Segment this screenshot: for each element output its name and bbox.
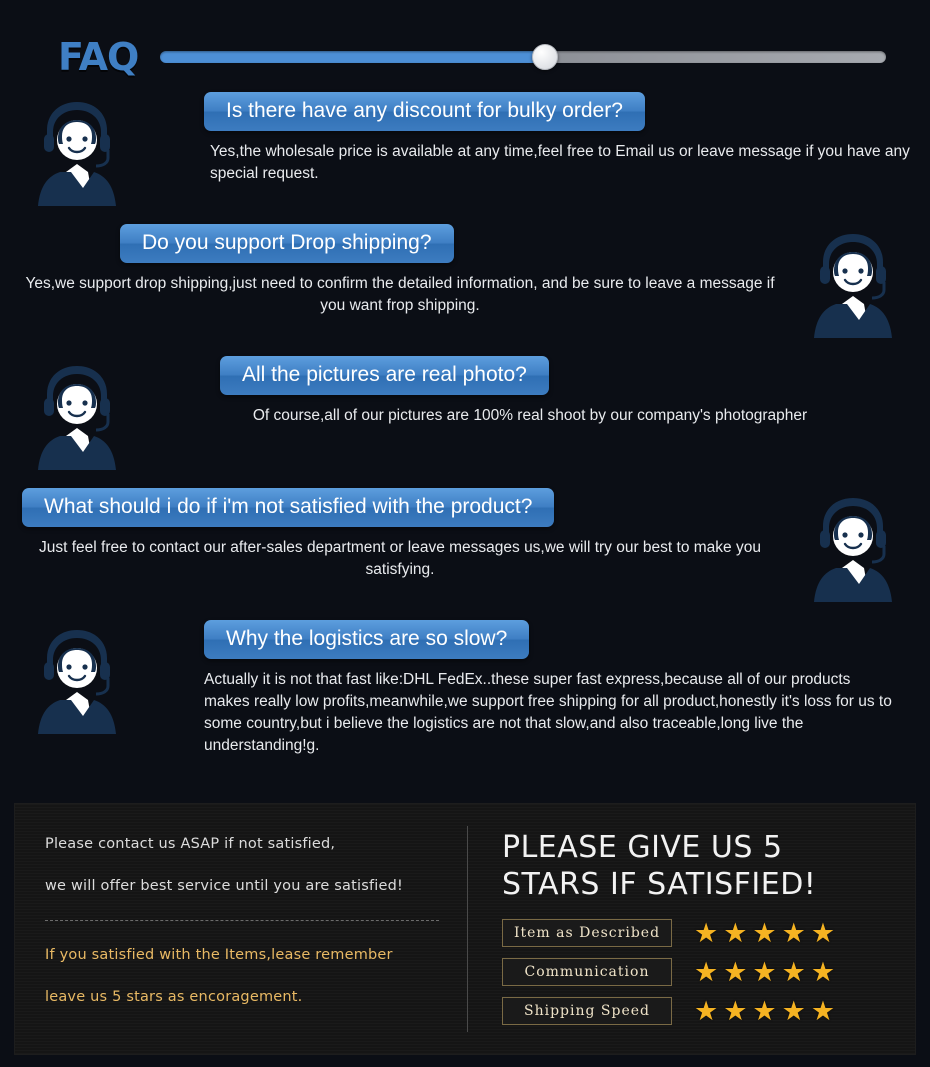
footer-rating-block xyxy=(468,804,915,1054)
avatar xyxy=(12,88,142,214)
rating-stars[interactable]: ★★★★★ xyxy=(694,917,841,948)
faq-qa xyxy=(142,616,918,757)
faq-answer: Actually it is not that fast like:DHL FedEx..these super fast express,because all of our products makes really low profits,meanwhile,we support free shipping for all product,honestly it's loss for us to some country,but i believe the logistics are not that slow,and also traceable,long live the understanding!g. xyxy=(204,671,892,754)
faq-item xyxy=(12,352,918,478)
footer-heading-line-2: STARS IF SATISFIED! xyxy=(502,866,817,902)
header-slider[interactable] xyxy=(160,51,886,63)
faq-qa xyxy=(12,220,788,317)
avatar xyxy=(788,484,918,610)
faq-answer: Of course,all of our pictures are 100% real shoot by our company's photographer xyxy=(252,407,808,424)
support-agent-icon xyxy=(798,490,908,610)
footer-line-3: If you satisfied with the Items,lease remember xyxy=(45,947,393,963)
faq-item xyxy=(12,88,918,214)
rating-stars[interactable]: ★★★★★ xyxy=(694,956,841,987)
rating-row xyxy=(502,997,915,1025)
rating-row xyxy=(502,958,915,986)
support-agent-icon xyxy=(22,358,132,478)
rating-label: Item as Described xyxy=(502,919,672,947)
rating-row xyxy=(502,919,915,947)
footer-message-block xyxy=(15,804,467,1054)
faq-question[interactable]: What should i do if i'm not satisfied with the product? xyxy=(22,488,554,527)
faq-question[interactable]: All the pictures are real photo? xyxy=(220,356,549,395)
faq-item xyxy=(12,484,918,610)
faq-item xyxy=(12,220,918,346)
faq-answer: Just feel free to contact our after-sales department or leave messages us,we will try our best to make you satisfying. xyxy=(39,539,761,578)
avatar xyxy=(12,616,142,742)
footer-heading xyxy=(502,830,915,903)
page-title: FAQ xyxy=(58,35,139,79)
footer-line-1: Please contact us ASAP if not satisfied, xyxy=(45,836,336,852)
faq-qa xyxy=(142,352,918,427)
slider-knob[interactable] xyxy=(532,44,558,70)
support-agent-icon xyxy=(22,94,132,214)
rating-label: Communication xyxy=(502,958,672,986)
rating-label: Shipping Speed xyxy=(502,997,672,1025)
avatar xyxy=(12,352,142,478)
faq-qa xyxy=(142,88,918,185)
faq-question[interactable]: Do you support Drop shipping? xyxy=(120,224,454,263)
avatar xyxy=(788,220,918,346)
footer-line-2: we will offer best service until you are satisfied! xyxy=(45,878,404,894)
footer-divider xyxy=(45,920,439,921)
faq-question[interactable]: Is there have any discount for bulky order? xyxy=(204,92,645,131)
faq-qa xyxy=(12,484,788,581)
faq-header xyxy=(0,0,930,88)
footer-line-4: leave us 5 stars as encoragement. xyxy=(45,989,303,1005)
faq-item xyxy=(12,616,918,757)
footer-banner xyxy=(14,803,916,1055)
support-agent-icon xyxy=(798,226,908,346)
faq-answer: Yes,the wholesale price is available at any time,feel free to Email us or leave message if you have any special request. xyxy=(210,143,910,182)
rating-stars[interactable]: ★★★★★ xyxy=(694,995,841,1026)
faq-answer: Yes,we support drop shipping,just need to confirm the detailed information, and be sure to leave a message if you want frop shipping. xyxy=(25,275,775,314)
faq-list xyxy=(0,88,930,757)
faq-question[interactable]: Why the logistics are so slow? xyxy=(204,620,529,659)
footer-heading-line-1: PLEASE GIVE US 5 xyxy=(502,830,783,865)
support-agent-icon xyxy=(22,622,132,742)
